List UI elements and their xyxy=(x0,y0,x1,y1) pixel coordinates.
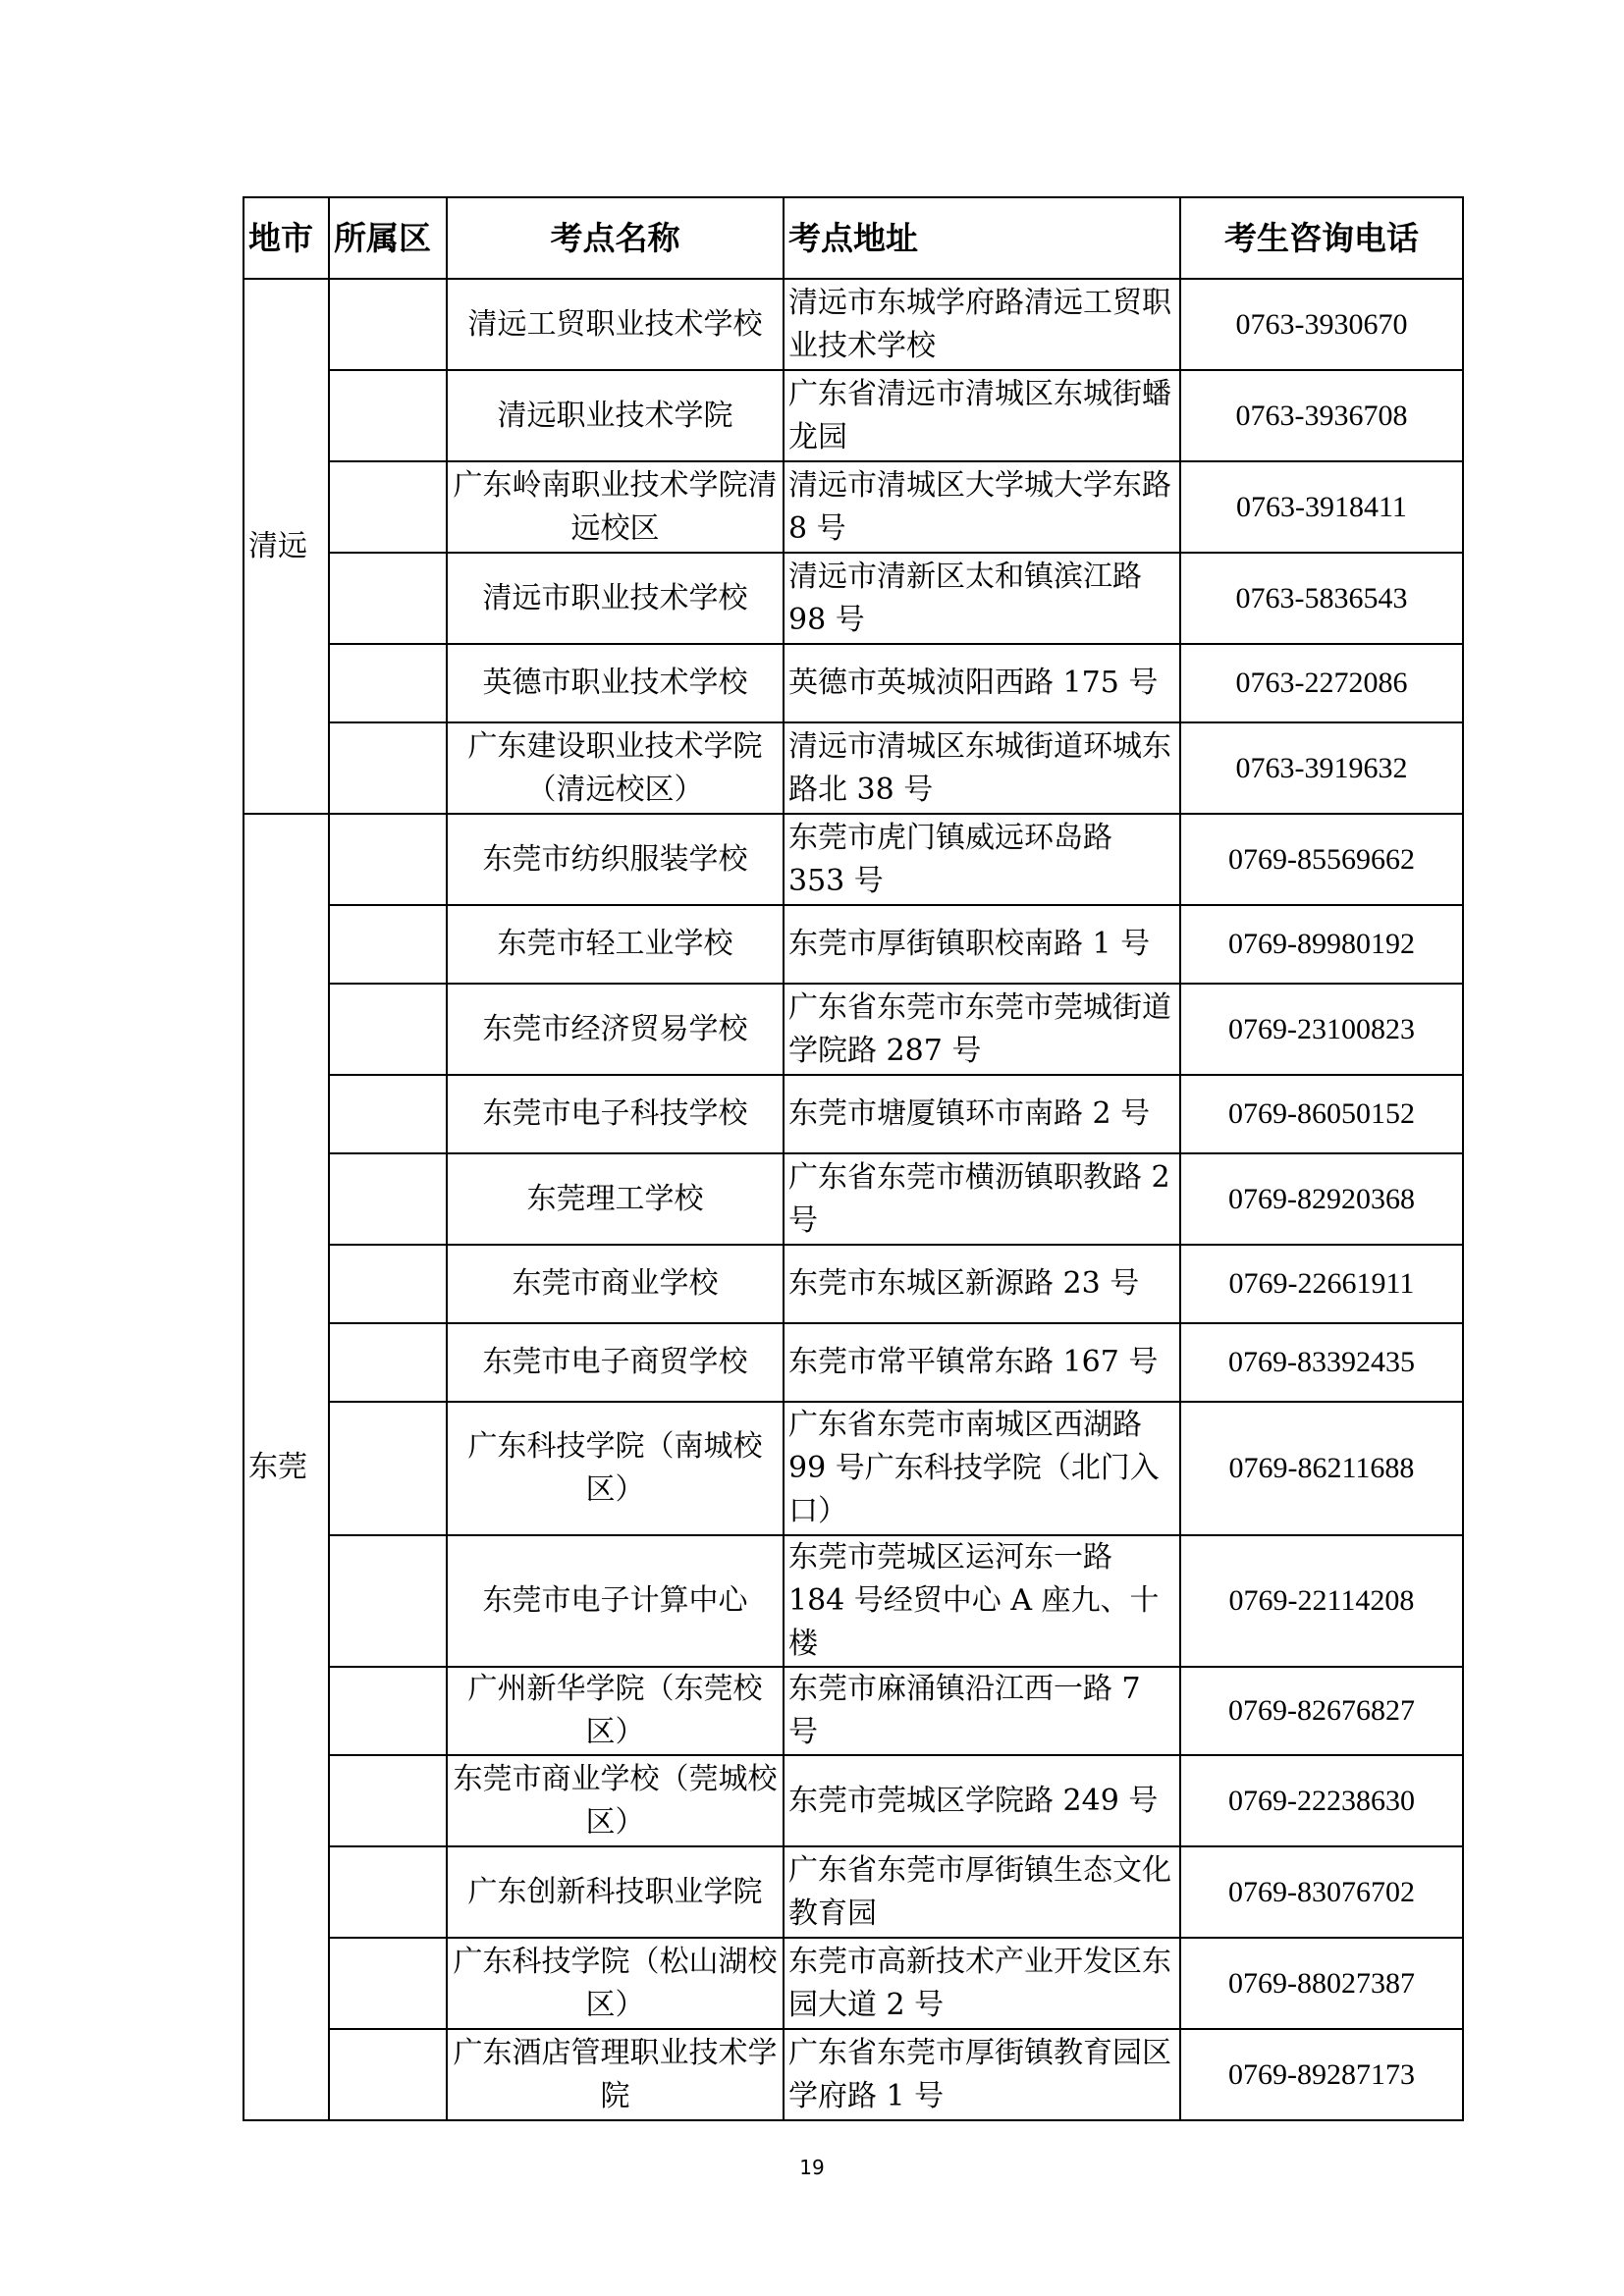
site-name-cell: 东莞市电子科技学校 xyxy=(447,1075,784,1153)
site-address-cell: 广东省东莞市南城区西湖路 99 号广东科技学院（北门入口） xyxy=(784,1402,1180,1535)
phone-cell: 0769-86050152 xyxy=(1180,1075,1463,1153)
phone-cell: 0769-85569662 xyxy=(1180,814,1463,905)
site-address-cell: 清远市清城区东城街道环城东路北 38 号 xyxy=(784,722,1180,814)
table-row xyxy=(244,279,1463,370)
table-row xyxy=(244,1535,1463,1667)
table-row xyxy=(244,722,1463,814)
district-cell xyxy=(329,984,447,1075)
site-address-cell: 英德市英城浈阳西路 175 号 xyxy=(784,644,1180,722)
site-name-cell: 东莞市电子计算中心 xyxy=(447,1535,784,1667)
phone-cell: 0769-22661911 xyxy=(1180,1245,1463,1323)
header-address: 考点地址 xyxy=(784,197,1180,279)
district-cell xyxy=(329,1402,447,1535)
site-name-cell: 东莞市纺织服装学校 xyxy=(447,814,784,905)
phone-cell: 0769-83392435 xyxy=(1180,1323,1463,1402)
phone-cell: 0769-86211688 xyxy=(1180,1402,1463,1535)
site-address-cell: 东莞市高新技术产业开发区东园大道 2 号 xyxy=(784,1938,1180,2029)
district-cell xyxy=(329,279,447,370)
district-cell xyxy=(329,1075,447,1153)
site-address-cell: 东莞市东城区新源路 23 号 xyxy=(784,1245,1180,1323)
site-name-cell: 英德市职业技术学校 xyxy=(447,644,784,722)
header-city: 地市 xyxy=(244,197,329,279)
district-cell xyxy=(329,461,447,553)
table-row xyxy=(244,1245,1463,1323)
district-cell xyxy=(329,1667,447,1755)
site-name-cell: 广东科技学院（松山湖校区） xyxy=(447,1938,784,2029)
table-row xyxy=(244,984,1463,1075)
phone-cell: 0763-3936708 xyxy=(1180,370,1463,461)
site-name-cell: 广东酒店管理职业技术学院 xyxy=(447,2029,784,2120)
site-name-cell: 东莞市电子商贸学校 xyxy=(447,1323,784,1402)
table-row xyxy=(244,553,1463,644)
table-row xyxy=(244,1667,1463,1755)
site-name-cell: 东莞市商业学校 xyxy=(447,1245,784,1323)
phone-cell: 0769-82920368 xyxy=(1180,1153,1463,1245)
site-name-cell: 清远工贸职业技术学校 xyxy=(447,279,784,370)
table-row xyxy=(244,1153,1463,1245)
table-row xyxy=(244,2029,1463,2120)
phone-cell: 0769-82676827 xyxy=(1180,1667,1463,1755)
table-row xyxy=(244,644,1463,722)
district-cell xyxy=(329,1846,447,1938)
phone-cell: 0769-83076702 xyxy=(1180,1846,1463,1938)
site-address-cell: 广东省东莞市厚街镇教育园区学府路 1 号 xyxy=(784,2029,1180,2120)
phone-cell: 0763-5836543 xyxy=(1180,553,1463,644)
site-address-cell: 东莞市莞城区运河东一路 184 号经贸中心 A 座九、十楼 xyxy=(784,1535,1180,1667)
table-row xyxy=(244,1846,1463,1938)
phone-cell: 0769-23100823 xyxy=(1180,984,1463,1075)
header-row xyxy=(244,197,1463,279)
table-row xyxy=(244,461,1463,553)
city-cell: 东莞 xyxy=(244,814,329,2120)
site-name-cell: 清远职业技术学院 xyxy=(447,370,784,461)
site-address-cell: 广东省东莞市东莞市莞城街道学院路 287 号 xyxy=(784,984,1180,1075)
table-row xyxy=(244,905,1463,984)
site-address-cell: 东莞市常平镇常东路 167 号 xyxy=(784,1323,1180,1402)
site-name-cell: 清远市职业技术学校 xyxy=(447,553,784,644)
site-address-cell: 东莞市塘厦镇环市南路 2 号 xyxy=(784,1075,1180,1153)
district-cell xyxy=(329,370,447,461)
phone-cell: 0769-89287173 xyxy=(1180,2029,1463,2120)
site-name-cell: 广州新华学院（东莞校区） xyxy=(447,1667,784,1755)
site-address-cell: 东莞市虎门镇威远环岛路 353 号 xyxy=(784,814,1180,905)
phone-cell: 0763-3930670 xyxy=(1180,279,1463,370)
district-cell xyxy=(329,553,447,644)
district-cell xyxy=(329,1938,447,2029)
phone-cell: 0769-22238630 xyxy=(1180,1755,1463,1846)
exam-site-table xyxy=(243,196,1464,2121)
table-body xyxy=(244,279,1463,2120)
site-name-cell: 东莞理工学校 xyxy=(447,1153,784,1245)
site-address-cell: 东莞市莞城区学院路 249 号 xyxy=(784,1755,1180,1846)
site-address-cell: 东莞市麻涌镇沿江西一路 7 号 xyxy=(784,1667,1180,1755)
site-address-cell: 东莞市厚街镇职校南路 1 号 xyxy=(784,905,1180,984)
table-row xyxy=(244,1402,1463,1535)
district-cell xyxy=(329,814,447,905)
district-cell xyxy=(329,1535,447,1667)
site-address-cell: 清远市清新区太和镇滨江路 98 号 xyxy=(784,553,1180,644)
site-name-cell: 广东建设职业技术学院（清远校区） xyxy=(447,722,784,814)
site-name-cell: 广东创新科技职业学院 xyxy=(447,1846,784,1938)
phone-cell: 0763-3919632 xyxy=(1180,722,1463,814)
district-cell xyxy=(329,2029,447,2120)
phone-cell: 0769-22114208 xyxy=(1180,1535,1463,1667)
table-row xyxy=(244,370,1463,461)
table-row xyxy=(244,1755,1463,1846)
table-row xyxy=(244,1323,1463,1402)
header-name: 考点名称 xyxy=(447,197,784,279)
phone-cell: 0763-2272086 xyxy=(1180,644,1463,722)
district-cell xyxy=(329,644,447,722)
district-cell xyxy=(329,1323,447,1402)
site-address-cell: 广东省清远市清城区东城街蟠龙园 xyxy=(784,370,1180,461)
phone-cell: 0769-88027387 xyxy=(1180,1938,1463,2029)
city-cell: 清远 xyxy=(244,279,329,814)
site-name-cell: 广东岭南职业技术学院清远校区 xyxy=(447,461,784,553)
header-district: 所属区 xyxy=(329,197,447,279)
phone-cell: 0763-3918411 xyxy=(1180,461,1463,553)
header-phone: 考生咨询电话 xyxy=(1180,197,1463,279)
site-address-cell: 广东省东莞市横沥镇职教路 2 号 xyxy=(784,1153,1180,1245)
site-address-cell: 清远市东城学府路清远工贸职业技术学校 xyxy=(784,279,1180,370)
page-number: 19 xyxy=(799,2156,825,2179)
site-name-cell: 广东科技学院（南城校区） xyxy=(447,1402,784,1535)
district-cell xyxy=(329,722,447,814)
table-row xyxy=(244,1075,1463,1153)
site-name-cell: 东莞市商业学校（莞城校区） xyxy=(447,1755,784,1846)
site-name-cell: 东莞市经济贸易学校 xyxy=(447,984,784,1075)
site-address-cell: 广东省东莞市厚街镇生态文化教育园 xyxy=(784,1846,1180,1938)
district-cell xyxy=(329,905,447,984)
site-address-cell: 清远市清城区大学城大学东路 8 号 xyxy=(784,461,1180,553)
district-cell xyxy=(329,1153,447,1245)
table-row xyxy=(244,1938,1463,2029)
site-name-cell: 东莞市轻工业学校 xyxy=(447,905,784,984)
phone-cell: 0769-89980192 xyxy=(1180,905,1463,984)
district-cell xyxy=(329,1245,447,1323)
table-row xyxy=(244,814,1463,905)
district-cell xyxy=(329,1755,447,1846)
